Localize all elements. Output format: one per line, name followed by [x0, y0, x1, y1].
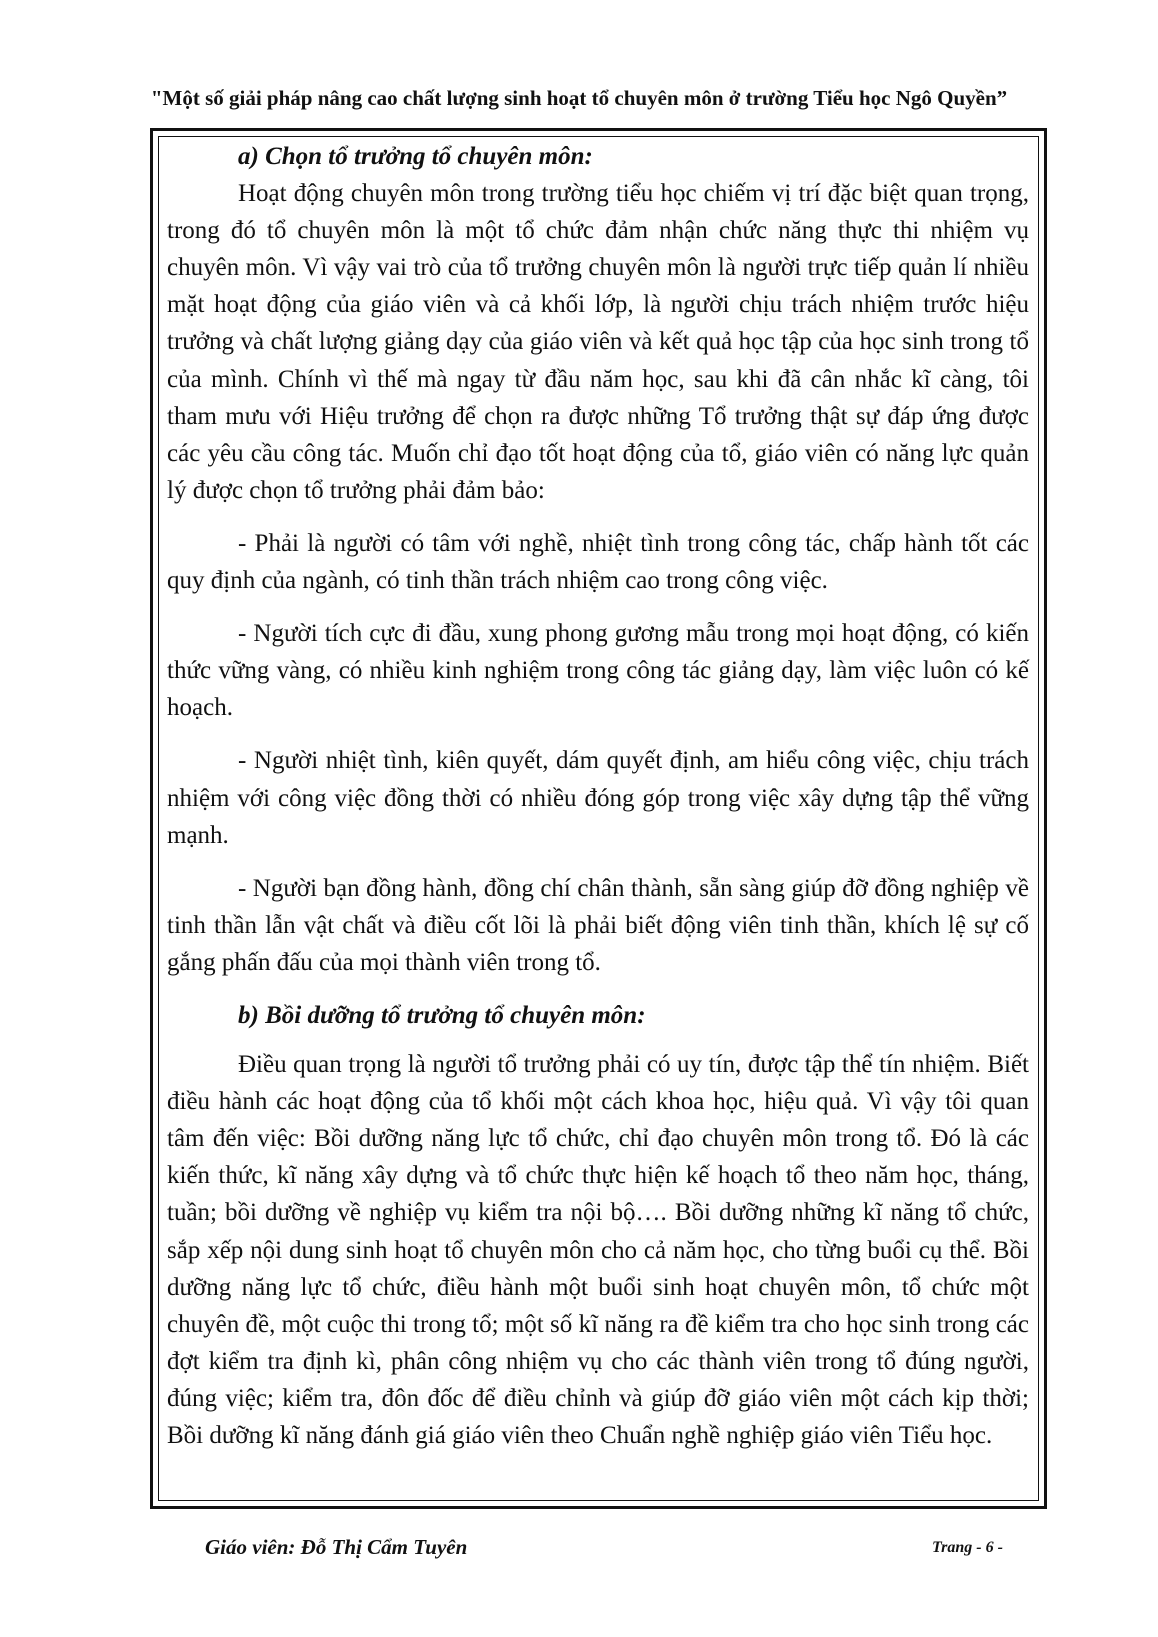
section-a-paragraph: Hoạt động chuyên môn trong trường tiểu học chiếm vị trí đặc biệt quan trọng, trong đó tổ chuyên môn là một tổ chức đảm nhận chức năng thực thi nhiệm vụ chuyên môn. Vì vậy vai trò của tổ trưởng chuyên môn là người trực tiếp quản lí nhiều mặt hoạt động của giáo viên và cả khối lớp, là người chịu trách nhiệm trước hiệu trưởng và chất lượng giảng dạy của giáo viên và kết quả học tập của học sinh trong tổ của mình. Chính vì thế mà ngay từ đầu năm học, sau khi đã cân nhắc kĩ càng, tôi tham mưu với Hiệu trưởng để chọn ra được những Tổ trưởng thật sự đáp ứng được các yêu cầu công tác. Muốn chỉ đạo tốt hoạt động của tổ, giáo viên có năng lực quản lý được chọn tổ trưởng phải đảm bảo: — [167, 180, 1029, 504]
footer-author: Giáo viên: Đỗ Thị Cẩm Tuyên — [205, 1535, 468, 1559]
section-a-heading: a) Chọn tổ trưởng tổ chuyên môn: — [238, 143, 593, 170]
section-a-bullet-1: - Phải là người có tâm với nghề, nhiệt tình trong công tác, chấp hành tốt các quy định của ngành, có tinh thần trách nhiệm cao trong công việc. — [167, 529, 1029, 595]
section-a-bullet-2: - Người tích cực đi đầu, xung phong gương mẫu trong mọi hoạt động, có kiến thức vững vàng, có nhiều kinh nghiệm trong công tác giảng dạy, làm việc luôn có kế hoạch. — [167, 620, 1029, 722]
document-body — [167, 138, 1029, 1454]
footer-page-number: Trang - 6 - — [932, 1539, 1003, 1556]
section-a-bullet-3: - Người nhiệt tình, kiên quyết, dám quyết định, am hiểu công việc, chịu trách nhiệm với công việc đồng thời có nhiều đóng góp trong việc xây dựng tập thể vững mạnh. — [167, 747, 1029, 849]
section-b-heading: b) Bồi dưỡng tổ trưởng tổ chuyên môn: — [238, 1001, 646, 1029]
section-a-bullet-4: - Người bạn đồng hành, đồng chí chân thành, sẵn sàng giúp đỡ đồng nghiệp về tinh thần lẫn vật chất và điều cốt lõi là phải biết động viên tinh thần, khích lệ sự cố gắng phấn đấu của mọi thành viên trong tổ. — [167, 874, 1029, 976]
running-header-title: "Một số giải pháp nâng cao chất lượng sinh hoạt tổ chuyên môn ở trường Tiểu học Ngô Quyền” — [150, 86, 1008, 110]
section-b-paragraph: Điều quan trọng là người tổ trưởng phải có uy tín, được tập thể tín nhiệm. Biết điều hành các hoạt động của tổ khối một cách khoa học, hiệu quả. Vì vậy tôi quan tâm đến việc: Bồi dưỡng năng lực tổ chức, chỉ đạo chuyên môn trong tổ. Đó là các kiến thức, kĩ năng xây dựng và tổ chức thực hiện kế hoạch tổ theo năm học, tháng, tuần; bồi dưỡng về nghiệp vụ kiểm tra nội bộ…. Bồi dưỡng những kĩ năng tổ chức, sắp xếp nội dung sinh hoạt tổ chuyên môn cho cả năm học, cho từng buổi cụ thể. Bồi dưỡng năng lực tổ chức, điều hành một buổi sinh hoạt chuyên môn, tổ chức một chuyên đề, một cuộc thi trong tổ; một số kĩ năng ra đề kiểm tra cho học sinh trong các đợt kiểm tra định kì, phân công nhiệm vụ cho các thành viên trong tổ đúng người, đúng việc; kiểm tra, đôn đốc để điều chỉnh và giúp đỡ giáo viên một cách kịp thời; Bồi dưỡng kĩ năng đánh giá giáo viên theo Chuẩn nghề nghiệp giáo viên Tiểu học. — [167, 1051, 1029, 1449]
